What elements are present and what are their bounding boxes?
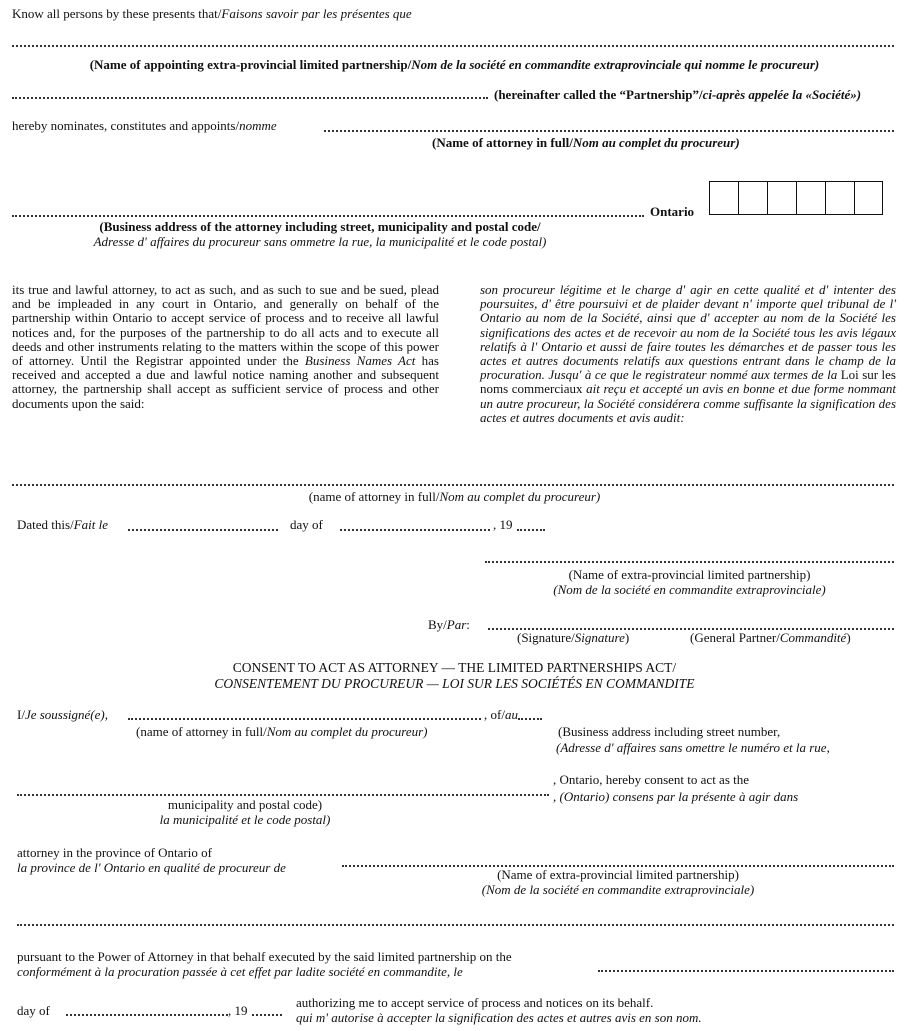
- consent-attorney-name-field[interactable]: [128, 718, 481, 720]
- dated-month-field[interactable]: [340, 529, 490, 531]
- year-prefix: , 19: [493, 517, 513, 532]
- consent-ontario-fr: , (Ontario) consens par la présente à agir dans: [553, 789, 799, 804]
- final-year-field[interactable]: [252, 1014, 282, 1016]
- paragraph-english: its true and lawful attorney, to act as such, and as such to sue and be sued, plead and be impleaded in any court in Ontario, and generally on behalf of the partnership within Ontario to accept service of process and to receive all lawful notices and, for the purposes of the partnership to do all acts and to execute all deeds and other instruments relating to the matters within the scope of this power of attorney. Until the Registrar appointed under the Business Names Act has received and accepted a due and lawful notice naming another and subsequent attorney, the partnership shall accept as sufficient service of process and other documents upon the said:: [12, 282, 439, 411]
- intro-line: [12, 6, 412, 21]
- partnership-name-label-2: (Name of extra-provincial limited partnership) (Nom de la société en commandite extraprovinciale): [553, 567, 826, 597]
- postal-code-box[interactable]: [825, 181, 854, 215]
- province-label: attorney in the province of Ontario of la province de l' Ontario en qualité de procureur de: [17, 845, 286, 875]
- attorney-name-field[interactable]: [324, 130, 894, 132]
- consent-title: [0, 660, 909, 692]
- municipality-field[interactable]: [17, 794, 549, 796]
- postal-code-box[interactable]: [796, 181, 825, 215]
- intro-en: Know all persons by these presents that/: [12, 6, 222, 21]
- final-year-prefix: , 19: [228, 1003, 248, 1018]
- business-address-label: (Business address of the attorney including street, municipality and postal code/ Adresse d' affaires du procureur sans ommetre la rue, la municipalité et le code postal): [93, 219, 547, 249]
- business-address-field[interactable]: [12, 215, 644, 217]
- consent-title-fr: CONSENTEMENT DU PROCUREUR — LOI SUR LES SOCIÉTÉS EN COMMANDITE: [214, 676, 695, 691]
- signature-label: (Signature/Signature): [517, 630, 630, 645]
- partnership-name-field-2[interactable]: [485, 561, 894, 563]
- consent-title-en: CONSENT TO ACT AS ATTORNEY — THE LIMITED PARTNERSHIPS ACT/: [232, 660, 677, 675]
- postal-code-box[interactable]: [738, 181, 767, 215]
- partnership-name-label: (Name of appointing extra-provincial limited partnership/Nom de la société en commandite extraprovinciale qui nomme le procureur): [89, 57, 820, 72]
- consent-i-label: I/Je soussigné(e),: [17, 707, 108, 722]
- dated-label: Dated this/Fait le: [17, 517, 108, 532]
- paragraph-french: son procureur légitime et le charge d' agir en cette qualité et d' intenter des poursuites, d' être poursuivi et de plaider devant n' importe quel tribunal de l' Ontario au nom de la Société, ainsi que d' accepter au nom de la Société les significations des actes et de recevoir au nom de la Société tous les avis légaux relatifs à l' Ontario et aussi de faire toutes les démarches et de passer tous les actes et autres documents relatifs aux questions entrant dans le champ de la procuration. Jusqu' à ce que le registrateur nommé aux termes de la Loi sur les noms commerciaux ait reçu et accepté un avis en bonne et due forme nommant un autre procureur, la Société considérera comme suffisante la signification des actes et autres documents et avis audit:: [480, 282, 897, 425]
- consent-partnership-label: (Name of extra-provincial limited partnership) (Nom de la société en commandite extraprovinciale): [481, 867, 755, 897]
- partnership-short-name-field[interactable]: [12, 97, 488, 99]
- consent-address-label-fr: (Adresse d' affaires sans omettre le numéro et la rue,: [556, 740, 830, 755]
- intro-fr: Faisons savoir par les présentes que: [221, 6, 412, 21]
- pursuant-date-field[interactable]: [598, 970, 894, 972]
- municipality-label: municipality and postal code) la municipalité et le code postal): [159, 797, 331, 827]
- dated-day-field[interactable]: [128, 529, 278, 531]
- attorney-name-label-2: (name of attorney in full/Nom au complet du procureur): [308, 489, 601, 504]
- hereinafter-label: (hereinafter called the “Partnership”/ci-après appelée la «Société»): [494, 87, 862, 102]
- postal-code-box[interactable]: [767, 181, 796, 215]
- postal-code-box[interactable]: [709, 181, 738, 215]
- attorney-name-label: (Name of attorney in full/Nom au complet du procureur): [432, 135, 740, 150]
- attorney-name-field-2[interactable]: [12, 484, 894, 486]
- ontario-label: Ontario: [650, 204, 695, 219]
- consent-ontario-en: , Ontario, hereby consent to act as the: [553, 772, 750, 787]
- consent-address-label-en: (Business address including street number,: [558, 724, 781, 739]
- dated-year-field[interactable]: [517, 529, 545, 531]
- final-day-label: day of: [17, 1003, 50, 1018]
- by-label: By/Par:: [428, 617, 470, 632]
- continuation-field[interactable]: [17, 924, 894, 926]
- final-day-field[interactable]: [66, 1014, 228, 1016]
- nominates-label: hereby nominates, constitutes and appoints/nomme: [12, 118, 277, 133]
- consent-address-field[interactable]: [518, 718, 542, 720]
- postal-code-box[interactable]: [854, 181, 883, 215]
- pursuant-label: pursuant to the Power of Attorney in that behalf executed by the said limited partnership on the conformément à la procuration passée à cet effet par ladite société en commandite, le: [17, 949, 512, 979]
- partnership-name-field[interactable]: [12, 45, 894, 47]
- consent-of-label: , of/au: [484, 707, 518, 722]
- day-of-label: day of: [290, 517, 323, 532]
- general-partner-label: (General Partner/Commandité): [690, 630, 851, 645]
- consent-attorney-label: (name of attorney in full/Nom au complet du procureur): [136, 724, 428, 739]
- authorizing-text: authorizing me to accept service of process and notices on its behalf. qui m' autorise à accepter la signification des actes et autres avis en son nom.: [296, 995, 702, 1025]
